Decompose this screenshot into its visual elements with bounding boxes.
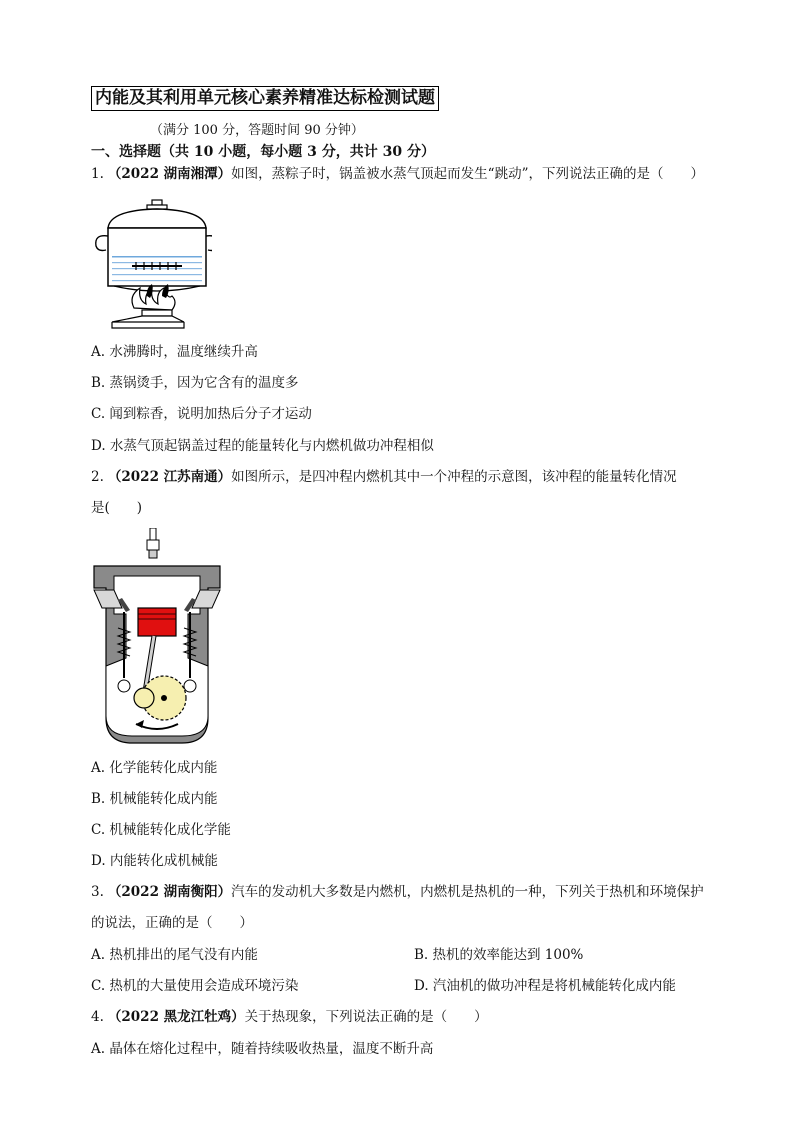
q3-option-a: A. 热机排出的尾气没有内能 (91, 947, 258, 963)
question-4 (91, 1008, 488, 1026)
exam-subtitle: （满分 100 分，答题时间 90 分钟） (150, 123, 364, 138)
question-number: 4. (91, 1009, 104, 1025)
q3-option-c: C. 热机的大量使用会造成环境污染 (91, 978, 299, 994)
question-2 (91, 468, 677, 486)
steamer-pot-figure (92, 196, 212, 331)
question-stem: 如图所示，是四冲程内燃机其中一个冲程的示意图，该冲程的能量转化情况 (231, 469, 677, 485)
q1-option-d: D. 水蒸气顶起锅盖过程的能量转化与内燃机做功冲程相似 (91, 438, 434, 454)
q1-option-b: B. 蒸锅烫手，因为它含有的温度多 (91, 375, 299, 391)
question-source: （2022 江苏南通） (107, 469, 232, 485)
question-1 (91, 165, 704, 183)
q1-option-a: A. 水沸腾时，温度继续升高 (91, 344, 258, 360)
page-title: 内能及其利用单元核心素养精准达标检测试题 (91, 86, 439, 111)
question-source: （2022 湖南衡阳） (107, 884, 232, 900)
q2-option-c: C. 机械能转化成化学能 (91, 822, 231, 838)
question-3-continued: 的说法，正确的是（ ） (91, 915, 253, 931)
question-2-continued: 是( ) (91, 500, 143, 516)
q3-option-b: B. 热机的效率能达到 100% (414, 947, 584, 963)
question-stem: 汽车的发动机大多数是内燃机，内燃机是热机的一种，下列关于热机和环境保护 (231, 884, 704, 900)
q3-option-d: D. 汽油机的做功冲程是将机械能转化成内能 (414, 978, 676, 994)
q4-option-a: A. 晶体在熔化过程中，随着持续吸收热量，温度不断升高 (91, 1041, 434, 1057)
q1-option-c: C. 闻到粽香，说明加热后分子才运动 (91, 406, 312, 422)
engine-cylinder-figure (92, 528, 222, 748)
question-source: （2022 黑龙江牡鸡） (107, 1009, 245, 1025)
question-stem: 关于热现象，下列说法正确的是（ ） (244, 1009, 488, 1025)
question-stem: 如图，蒸粽子时，锅盖被水蒸气顶起而发生“跳动”，下列说法正确的是（ ） (231, 166, 704, 182)
question-number: 1. (91, 166, 104, 182)
q2-option-d: D. 内能转化成机械能 (91, 853, 218, 869)
question-number: 2. (91, 469, 104, 485)
q2-option-a: A. 化学能转化成内能 (91, 760, 218, 776)
q2-option-b: B. 机械能转化成内能 (91, 791, 218, 807)
question-source: （2022 湖南湘潭） (107, 166, 232, 182)
question-3 (91, 883, 704, 901)
section-heading: 一、选择题（共 10 小题，每小题 3 分，共计 30 分） (91, 144, 435, 160)
question-number: 3. (91, 884, 104, 900)
